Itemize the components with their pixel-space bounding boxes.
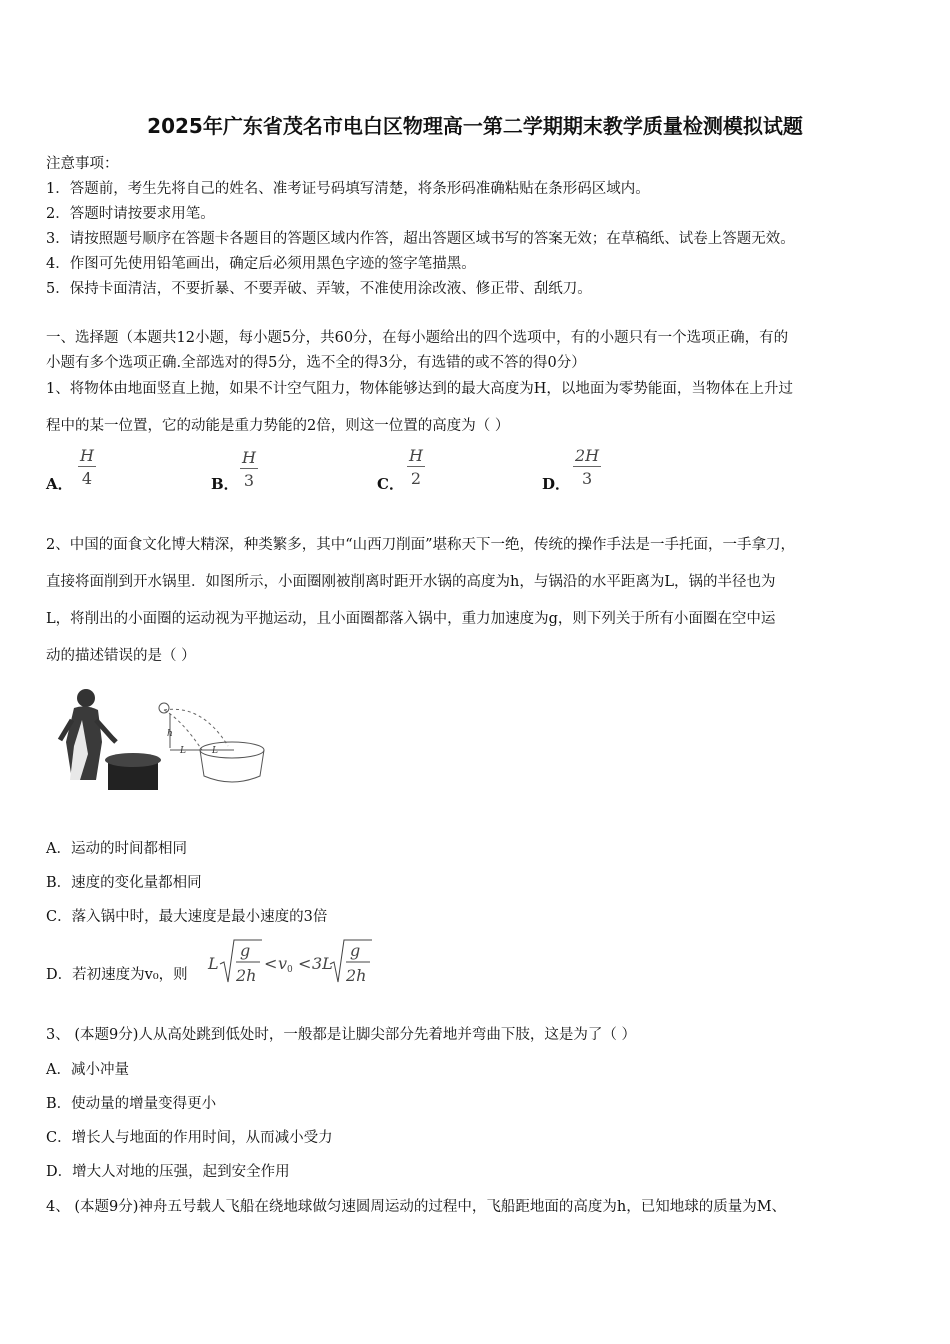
section-heading-line-1: 一、选择题（本题共12小题，每小题5分，共60分，在每小题给出的四个选项中，有的小题只有一个选项正确，有的 (46, 330, 789, 346)
chef-figure (60, 689, 161, 790)
notice-item: 1．答题前，考生先将自己的姓名、准考证号码填写清楚，将条形码准确粘贴在条形码区域内。 (46, 181, 650, 197)
fraction-numerator: 2H (575, 446, 600, 465)
distance-label: L (212, 746, 218, 756)
formula-g: g (350, 941, 361, 960)
q2-stem-line-4: 动的描述错误的是（ ） (46, 648, 196, 664)
q1-stem-line-1: 1、将物体由地面竖直上抛，如果不计空气阻力，物体能够达到的最大高度为H，以地面为零势能面，当物体在上升过 (46, 381, 793, 397)
q1-stem-line-2: 程中的某一位置，它的动能是重力势能的2倍，则这一位置的高度为（ ） (46, 418, 510, 434)
formula-g: g (240, 941, 251, 960)
q1-option-a-label[interactable]: A． (46, 475, 73, 493)
q4-stem: 4、 (本题9分)神舟五号载人飞船在绕地球做匀速圆周运动的过程中，飞船距地面的高度为h，已知地球的质量为M、 (46, 1199, 787, 1215)
q1-option-c-fraction (407, 446, 425, 488)
formula-3L: 3L (312, 954, 333, 973)
height-label: h (167, 729, 173, 739)
fraction-denominator: 2 (410, 469, 422, 488)
q2-option-c[interactable]: C．落入锅中时，最大速度是最小速度的3倍 (46, 909, 328, 925)
fraction-denominator: 3 (581, 469, 593, 488)
notice-heading: 注意事项： (46, 156, 119, 172)
formula-lt: < (264, 954, 278, 973)
trajectory-curve (164, 709, 228, 746)
fraction-numerator: H (80, 446, 94, 465)
q2-stem-line-3: L，将削出的小面圈的运动视为平抛运动，且小面圈都落入锅中，重力加速度为g，则下列关于所有小面圈在空中运 (46, 611, 776, 627)
formula-v: v (278, 954, 288, 973)
q2-stem-line-2: 直接将面削到开水锅里．如图所示，小面圈刚被削离时距开水锅的高度为h，与锅沿的水平距离为L，锅的半径也为 (46, 574, 776, 590)
page-title: 2025年广东省茂名市电白区物理高一第二学期期末教学质量检测模拟试题 (147, 114, 803, 138)
q1-option-a-fraction (78, 446, 96, 488)
notice-item: 4．作图可先使用铅笔画出，确定后必须用黑色字迹的签字笔描黑。 (46, 256, 476, 272)
q1-option-c-label[interactable]: C． (377, 475, 404, 493)
pot-body (200, 750, 264, 782)
q2-option-d[interactable]: D．若初速度为v₀，则 (46, 967, 188, 983)
q2-option-d-formula (206, 936, 376, 990)
q3-option-a[interactable]: A．减小冲量 (46, 1062, 129, 1078)
q2-option-a[interactable]: A．运动的时间都相同 (46, 841, 187, 857)
q2-stem-line-1: 2、中国的面食文化博大精深，种类繁多，其中“山西刀削面”堪称天下一绝，传统的操作手法是一手托面，一手拿刀， (46, 537, 796, 553)
distance-label: L (180, 746, 186, 756)
q1-option-d-fraction (573, 446, 601, 488)
q2-option-b[interactable]: B．速度的变化量都相同 (46, 875, 202, 891)
noodle-cutting-figure (52, 680, 268, 798)
q3-option-b[interactable]: B．使动量的增量变得更小 (46, 1096, 217, 1112)
section-heading-line-2: 小题有多个选项正确.全部选对的得5分，选不全的得3分，有选错的或不答的得0分） (46, 355, 586, 371)
formula-2h: 2h (236, 966, 257, 985)
notice-item: 3．请按照题号顺序在答题卡各题目的答题区域内作答，超出答题区域书写的答案无效；在草稿纸、试卷上答题无效。 (46, 231, 795, 247)
q1-option-b-label[interactable]: B． (211, 475, 239, 493)
formula-2h: 2h (346, 966, 367, 985)
formula-v-subscript: 0 (287, 965, 293, 975)
fraction-numerator: H (409, 446, 423, 465)
q3-option-d[interactable]: D．增大人对地的压强，起到安全作用 (46, 1164, 290, 1180)
fraction-numerator: H (242, 448, 256, 467)
q3-option-c[interactable]: C．增长人与地面的作用时间，从而减小受力 (46, 1130, 333, 1146)
formula-lt: < (298, 954, 312, 973)
fraction-denominator: 4 (81, 469, 93, 488)
q1-option-d-label[interactable]: D． (542, 475, 571, 493)
formula-L: L (208, 954, 219, 973)
fraction-denominator: 3 (243, 471, 255, 490)
notice-item: 2．答题时请按要求用笔。 (46, 206, 215, 222)
q1-option-b-fraction (240, 448, 258, 490)
q3-stem: 3、 (本题9分)人从高处跳到低处时，一般都是让脚尖部分先着地并弯曲下肢，这是为了（ ） (46, 1027, 636, 1043)
notice-item: 5．保持卡面清洁，不要折暴、不要弄破、弄皱，不准使用涂改液、修正带、刮纸刀。 (46, 281, 592, 297)
dough-ring-icon (159, 703, 169, 713)
